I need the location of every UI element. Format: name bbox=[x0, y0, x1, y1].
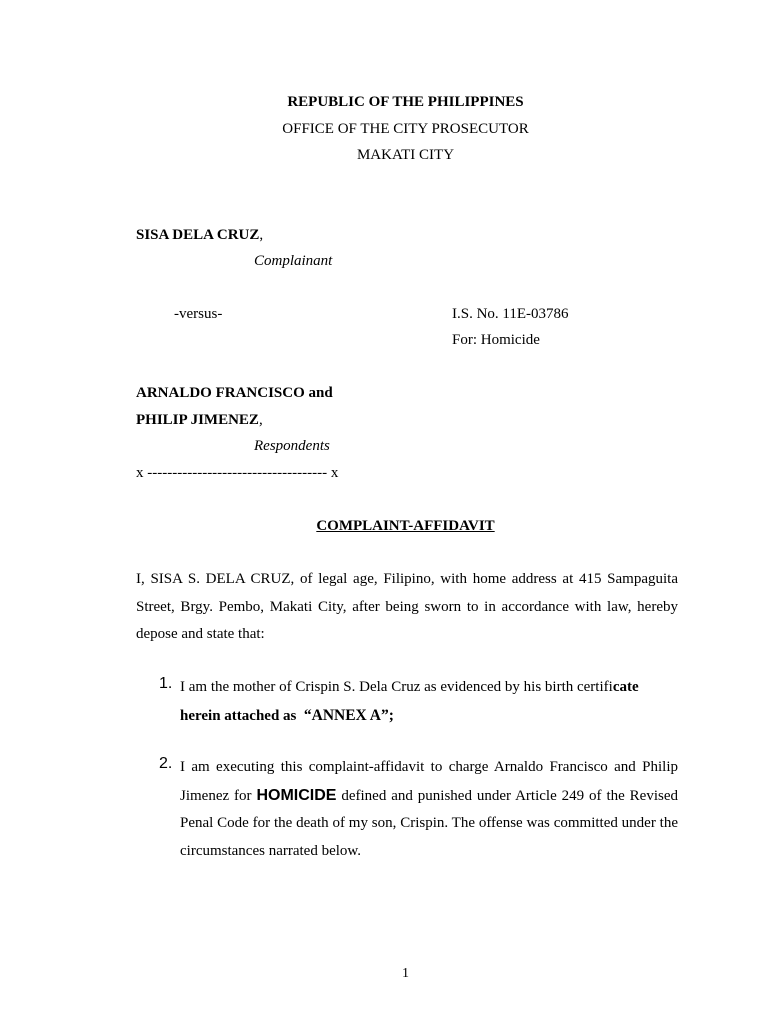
case-number: I.S. No. 11E-03786 bbox=[452, 306, 569, 322]
item-text-start: I am the mother of Crispin S. Dela Cruz as evidenced by his birth certifi bbox=[180, 679, 613, 695]
item-number: 2. bbox=[159, 755, 173, 772]
versus-label: -versus- bbox=[174, 306, 223, 322]
caption-separator: x ------------------------------------ x bbox=[136, 465, 339, 481]
charge-label: HOMICIDE bbox=[256, 786, 337, 804]
respondent-line-2-text: PHILIP JIMENEZ bbox=[136, 412, 259, 428]
respondent-line-2: PHILIP JIMENEZ, bbox=[136, 412, 263, 428]
item-text bbox=[180, 674, 678, 730]
case-offense: For: Homicide bbox=[452, 332, 540, 348]
header-republic: REPUBLIC OF THE PHILIPPINES bbox=[287, 94, 524, 110]
document-title: COMPLAINT-AFFIDAVIT bbox=[316, 518, 495, 534]
item-text-start: I am executing this complaint-affidavit to charge Arnaldo Francisco and Philip Jimenez for bbox=[180, 759, 678, 804]
annex-reference: “ANNEX A”; bbox=[303, 706, 394, 724]
intro-paragraph: I, SISA S. DELA CRUZ, of legal age, Filipino, with home address at 415 Sampaguita Street, Brgy. Pembo, Makati City, after being sworn to in accordance with law, hereby depose and state that: bbox=[136, 571, 678, 642]
respondent-role: Respondents bbox=[254, 438, 330, 454]
page-number: 1 bbox=[402, 966, 409, 981]
item-number: 1. bbox=[159, 675, 173, 692]
header-office: OFFICE OF THE CITY PROSECUTOR bbox=[282, 121, 529, 137]
item-text-end: defined and punished under Article 249 of the Revised Penal Code for the death of my son, Crispin. The offense was committed under the circumstances narrated below. bbox=[180, 787, 679, 859]
complainant-role: Complainant bbox=[254, 253, 333, 269]
item-text bbox=[180, 754, 678, 865]
item-text-bold: cate herein attached as bbox=[180, 679, 639, 724]
complainant-name: SISA DELA CRUZ, bbox=[136, 227, 264, 243]
respondent-line-1: ARNALDO FRANCISCO and bbox=[136, 385, 333, 401]
header-city: MAKATI CITY bbox=[356, 147, 455, 163]
complainant-name-text: SISA DELA CRUZ bbox=[136, 227, 260, 243]
